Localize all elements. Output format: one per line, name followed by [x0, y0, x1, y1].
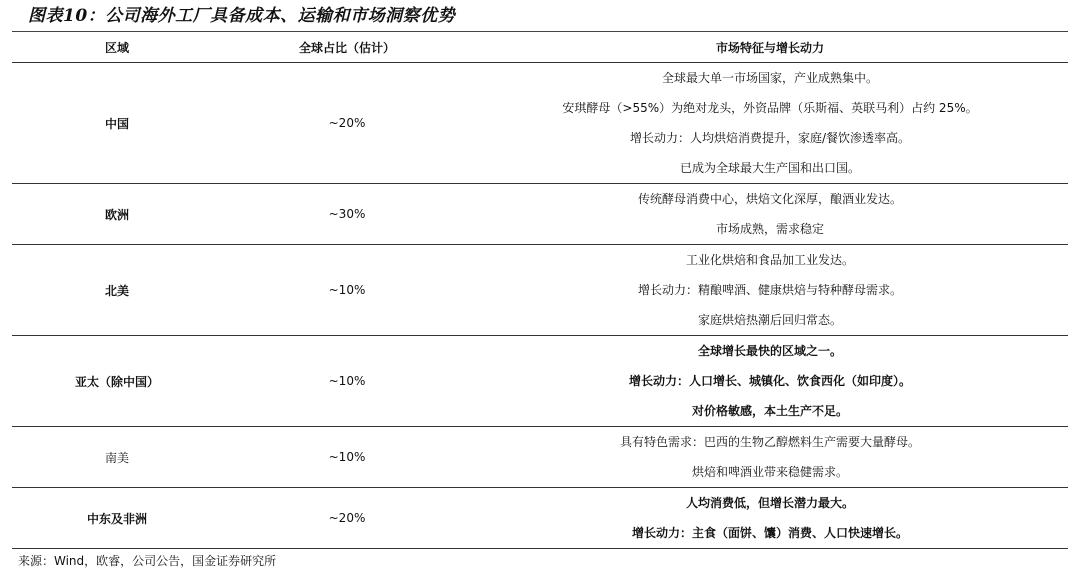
features-cell — [472, 336, 1068, 426]
feature-line: 工业化烘焙和食品加工业发达。 — [685, 253, 854, 267]
features-cell — [472, 245, 1068, 335]
feature-line: 安琪酵母（>55%）为绝对龙头，外资品牌（乐斯福、英联马利）占约 25%。 — [562, 101, 978, 115]
share-cell: ~10% — [328, 374, 366, 388]
table-row — [12, 488, 1068, 549]
share-cell: ~10% — [328, 450, 366, 464]
share-cell: ~20% — [328, 116, 366, 130]
features-cell — [472, 63, 1068, 183]
header-features: 市场特征与增长动力 — [715, 40, 824, 55]
feature-line: 具有特色需求：巴西的生物乙醇燃料生产需要大量酵母。 — [619, 435, 920, 449]
feature-line: 增长动力：人口增长、城镇化、饮食西化（如印度）。 — [628, 374, 911, 388]
table-row — [12, 184, 1068, 245]
feature-line: 增长动力：精酿啤酒、健康烘焙与特种酵母需求。 — [637, 283, 902, 297]
header-region: 区域 — [104, 40, 129, 55]
feature-line: 家庭烘焙热潮后回归常态。 — [697, 313, 842, 327]
features-cell — [472, 427, 1068, 487]
features-cell — [472, 184, 1068, 244]
feature-line: 增长动力：人均烘焙消费提升，家庭/餐饮渗透率高。 — [629, 131, 911, 145]
feature-line: 烘焙和啤酒业带来稳健需求。 — [691, 465, 848, 479]
region-cell: 中国 — [104, 116, 129, 131]
feature-line: 增长动力：主食（面饼、馕）消费、人口快速增长。 — [631, 526, 908, 540]
table-row — [12, 245, 1068, 336]
region-cell: 亚太（除中国） — [74, 374, 159, 389]
features-cell — [472, 488, 1068, 548]
table-row — [12, 63, 1068, 184]
feature-line: 全球最大单一市场国家，产业成熟集中。 — [661, 71, 878, 85]
feature-line: 传统酵母消费中心，烘焙文化深厚，酿酒业发达。 — [637, 192, 902, 206]
table-header — [12, 32, 1068, 63]
feature-line: 对价格敏感，本土生产不足。 — [691, 404, 848, 418]
region-cell: 北美 — [104, 283, 129, 298]
feature-line: 已成为全球最大生产国和出口国。 — [679, 161, 860, 175]
feature-line: 人均消费低，但增长潜力最大。 — [685, 496, 854, 510]
share-cell: ~20% — [328, 511, 366, 525]
table-title: 图表10：公司海外工厂具备成本、运输和市场洞察优势 — [28, 6, 456, 26]
source-note: 来源：Wind，欧睿，公司公告，国金证券研究所 — [18, 554, 277, 568]
share-cell: ~30% — [328, 207, 366, 221]
table-row — [12, 427, 1068, 488]
region-cell: 中东及非洲 — [86, 511, 147, 526]
share-cell: ~10% — [328, 283, 366, 297]
region-cell: 南美 — [104, 450, 129, 465]
feature-line: 市场成熟，需求稳定 — [715, 222, 824, 236]
feature-line: 全球增长最快的区域之一。 — [697, 344, 842, 358]
market-table — [12, 31, 1068, 549]
table-row — [12, 336, 1068, 427]
region-cell: 欧洲 — [104, 207, 129, 222]
header-share: 全球占比（估计） — [298, 40, 395, 55]
